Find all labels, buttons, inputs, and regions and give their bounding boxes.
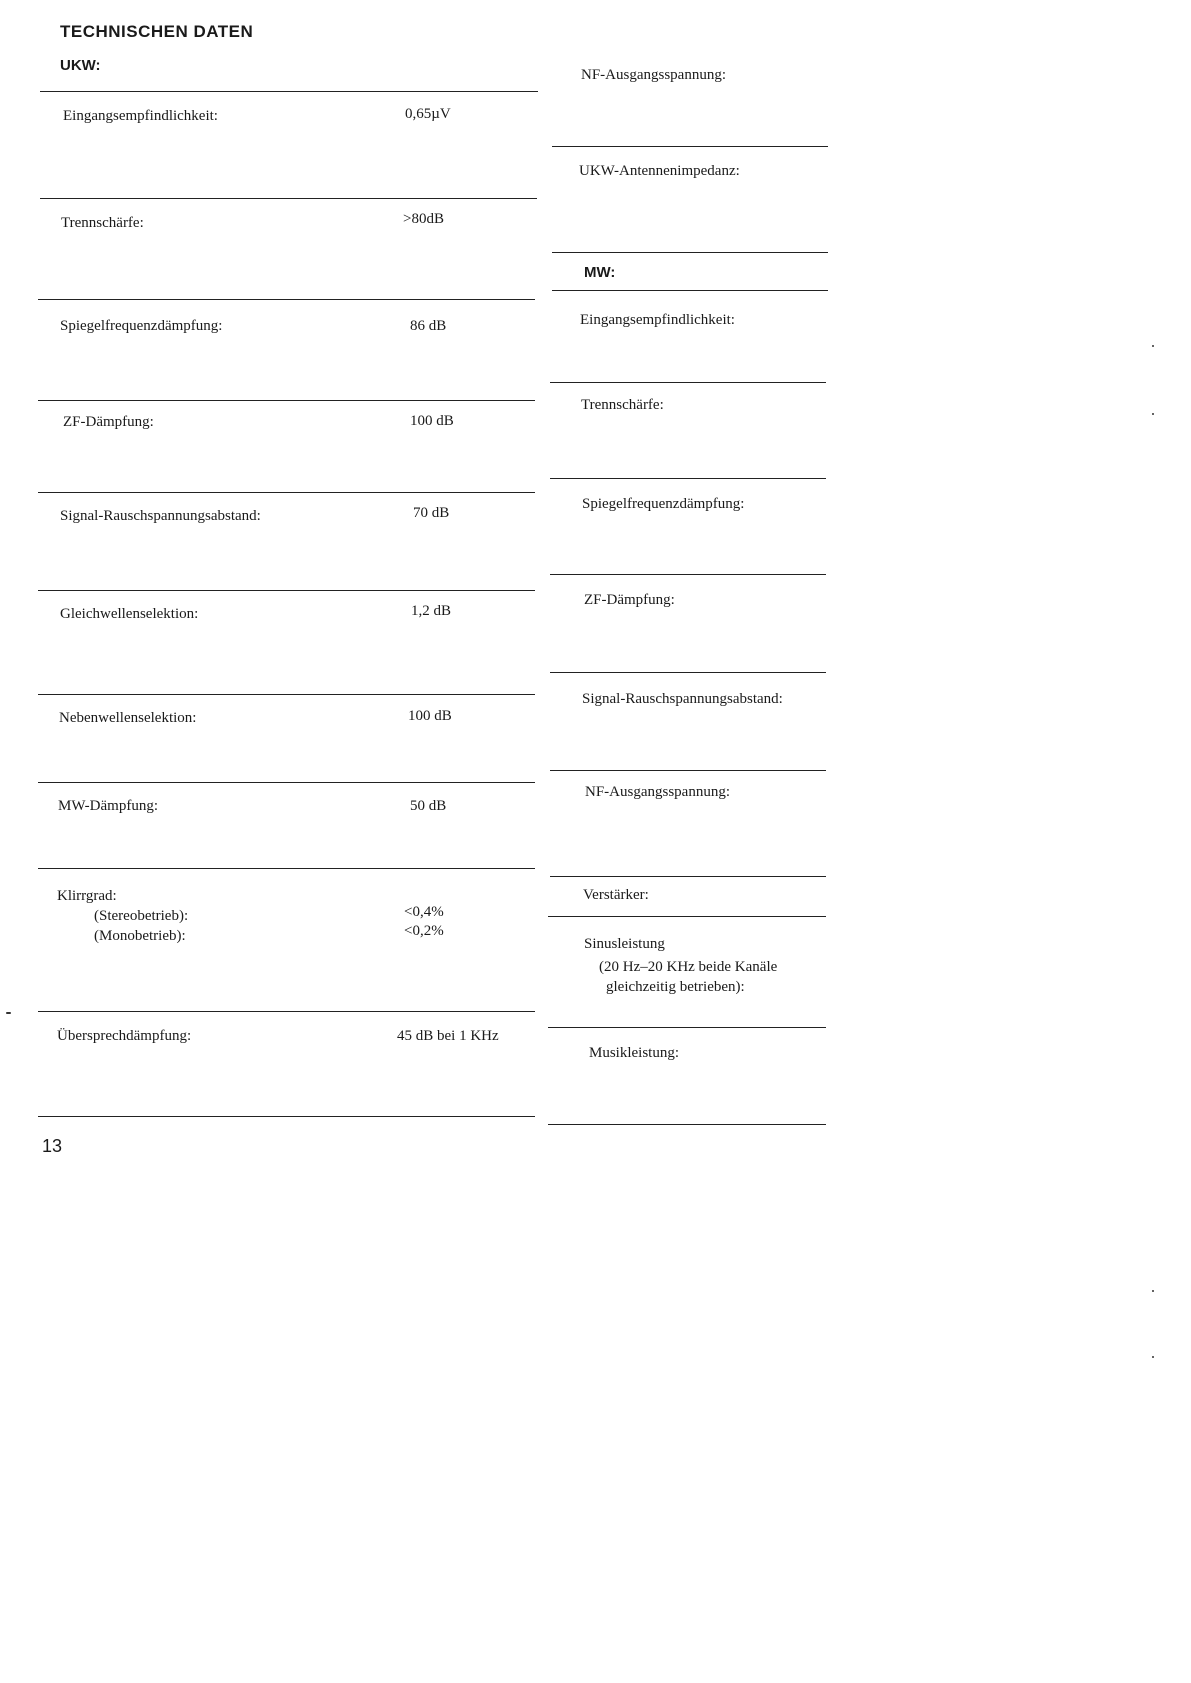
divider <box>38 299 535 300</box>
divider <box>550 382 826 383</box>
ukw-value-klirrgrad-mono: <0,2% <box>404 923 444 939</box>
divider <box>550 574 826 575</box>
mw-label-signal-rauschspannungsabstand: Signal-Rauschspannungsabstand: <box>582 691 783 707</box>
ukw-value-eingangsempfindlichkeit: 0,65µV <box>405 106 451 122</box>
divider <box>550 770 826 771</box>
ukw-label-klirrgrad-stereo: (Stereobetrieb): <box>94 908 189 924</box>
mw-label-eingangsempfindlichkeit: Eingangsempfindlichkeit: <box>580 312 735 328</box>
ukw-label-uebersprechdaempfung: Übersprechdämpfung: <box>57 1028 192 1044</box>
divider <box>38 492 535 493</box>
ukw-value-nebenwellenselektion: 100 dB <box>408 708 452 724</box>
divider <box>550 876 826 877</box>
mw-label-trennschaerfe: Trennschärfe: <box>581 397 664 413</box>
mw-heading: MW: <box>584 264 616 281</box>
divider <box>38 400 535 401</box>
ukw-label-trennschaerfe: Trennschärfe: <box>61 215 144 231</box>
divider <box>550 672 826 673</box>
divider <box>40 198 537 199</box>
ukw-value-signal-rauschspannungsabstand: 70 dB <box>413 505 450 521</box>
page-title: TECHNISCHEN DATEN <box>60 22 254 41</box>
ukw-label-klirrgrad-mono: (Monobetrieb): <box>94 928 186 944</box>
ukw-value-zf-daempfung: 100 dB <box>410 413 454 429</box>
divider <box>38 1011 535 1012</box>
divider <box>38 782 535 783</box>
divider <box>548 1027 826 1028</box>
right-label-sinusleistung-line1: (20 Hz–20 KHz beide Kanäle <box>599 959 778 975</box>
ukw-label-mw-daempfung: MW-Dämpfung: <box>58 798 158 814</box>
ukw-value-uebersprechdaempfung: 45 dB bei 1 KHz <box>397 1028 499 1044</box>
ukw-label-gleichwellenselektion: Gleichwellenselektion: <box>60 606 199 622</box>
scan-speck <box>1152 345 1154 347</box>
mw-label-zf-daempfung: ZF-Dämpfung: <box>584 592 675 608</box>
scan-speck <box>1152 413 1154 415</box>
divider <box>550 478 826 479</box>
ukw-label-eingangsempfindlichkeit: Eingangsempfindlichkeit: <box>63 108 218 124</box>
divider <box>38 1116 535 1117</box>
mw-label-nf-ausgangsspannung: NF-Ausgangsspannung: <box>585 784 730 800</box>
ukw-value-mw-daempfung: 50 dB <box>410 798 447 814</box>
ukw-label-signal-rauschspannungsabstand: Signal-Rauschspannungsabstand: <box>60 508 261 524</box>
ukw-value-klirrgrad-stereo: <0,4% <box>404 904 444 920</box>
divider <box>552 146 828 147</box>
ukw-heading: UKW: <box>60 57 101 74</box>
right-label-sinusleistung-line2: gleichzeitig betrieben): <box>606 979 745 995</box>
right-label-musikleistung: Musikleistung: <box>589 1045 680 1061</box>
ukw-label-spiegelfrequenzdaempfung: Spiegelfrequenzdämpfung: <box>60 318 223 334</box>
scan-speck <box>6 1012 11 1014</box>
divider <box>38 868 535 869</box>
right-label-ukw-antennenimpedanz: UKW-Antennenimpedanz: <box>579 163 740 179</box>
divider <box>552 290 828 291</box>
page-number: 13 <box>42 1136 63 1156</box>
divider <box>38 590 535 591</box>
ukw-value-gleichwellenselektion: 1,2 dB <box>411 603 452 619</box>
ukw-label-zf-daempfung: ZF-Dämpfung: <box>63 414 154 430</box>
ukw-value-trennschaerfe: >80dB <box>403 211 444 227</box>
divider <box>552 252 828 253</box>
ukw-label-klirrgrad: Klirrgrad: <box>57 888 117 904</box>
divider <box>548 1124 826 1125</box>
divider <box>40 91 538 92</box>
mw-label-spiegelfrequenzdaempfung: Spiegelfrequenzdämpfung: <box>582 496 745 512</box>
right-label-nf-ausgangsspannung: NF-Ausgangsspannung: <box>581 67 726 83</box>
ukw-label-nebenwellenselektion: Nebenwellenselektion: <box>59 710 197 726</box>
right-label-sinusleistung: Sinusleistung <box>584 936 665 952</box>
scan-speck <box>1152 1290 1154 1292</box>
divider <box>548 916 826 917</box>
ukw-value-spiegelfrequenzdaempfung: 86 dB <box>410 318 447 334</box>
scan-speck <box>1152 1356 1154 1358</box>
right-label-verstaerker: Verstärker: <box>583 887 649 903</box>
divider <box>38 694 535 695</box>
